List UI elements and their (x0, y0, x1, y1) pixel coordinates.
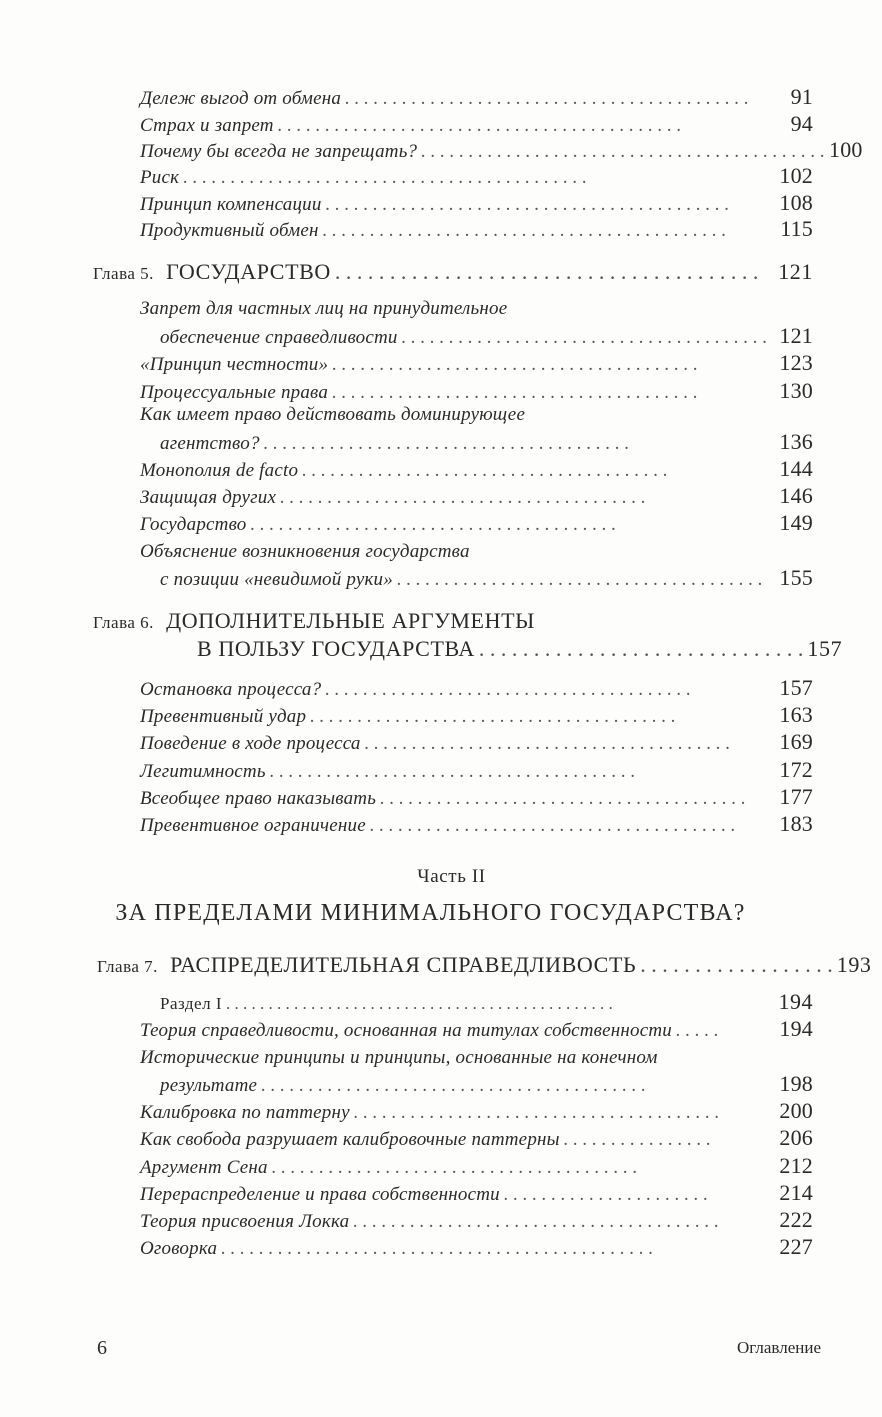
entry-page: 200 (779, 1098, 813, 1123)
toc-entry[interactable] (140, 163, 813, 189)
chapter-title: ГОСУДАРСТВО (166, 259, 331, 284)
toc-entry[interactable] (140, 1207, 813, 1233)
entry-title: Поведение в ходе процесса (140, 733, 361, 754)
leader-dots: . . . . . . . . . . . . . . . . . . . . . . . . . . . . . . . . . . . . . . . (401, 327, 768, 348)
leader-dots: . . . . . . . . . . . . . . . . . . . . . . . . . . . . . . . . . . . . . . . (353, 1211, 720, 1232)
page-number: 6 (97, 1337, 107, 1359)
toc-entry[interactable] (140, 190, 813, 216)
chapter-title-line1: ДОПОЛНИТЕЛЬНЫЕ АРГУМЕНТЫ (166, 608, 535, 633)
entry-title: Перераспределение и права собственности (140, 1184, 500, 1205)
entry-title: Как свобода разрушает калибровочные паттерны (140, 1129, 560, 1150)
toc-entry[interactable] (140, 1234, 813, 1260)
toc-entry[interactable] (140, 702, 813, 728)
leader-dots: . . . . . . . . . . . . . . . . . . . . . . . . . . . . . . . . . . . . . . . (263, 433, 630, 454)
leader-dots: . . . . . . . . . . . . . . . . . . . . . . . . . . . . . . . . . . . . . . . (334, 259, 759, 284)
entry-title: Теория присвоения Локка (140, 1211, 350, 1232)
leader-dots: . . . . . . . . . . . . . . . . . . . . . . . . . . . . . . . . . . . . . . . (325, 679, 692, 700)
entry-title: Защищая других (140, 487, 277, 508)
entry-title: Государство (140, 514, 247, 535)
entry-page: 144 (779, 456, 813, 481)
leader-dots: . . . . . . . . . . . . . . . . (563, 1129, 711, 1150)
entry-title: результате (160, 1075, 258, 1096)
entry-page: 172 (779, 757, 813, 782)
toc-entry[interactable] (140, 1016, 813, 1042)
entry-title: Всеобщее право наказывать (140, 788, 377, 809)
toc-entry[interactable] (140, 675, 813, 701)
toc-chapter-6[interactable] (197, 636, 843, 662)
toc-entry[interactable] (140, 1180, 813, 1206)
leader-dots: . . . . . . . . . . . . . . . . . . . . . . . . . . . . . . (478, 636, 804, 661)
entry-title: Риск (140, 167, 180, 188)
chapter-title: РАСПРЕДЕЛИТЕЛЬНАЯ СПРАВЕДЛИВОСТЬ (170, 952, 637, 977)
entry-title: с позиции «невидимой руки» (160, 569, 393, 590)
leader-dots: . . . . . . . . . . . . . . . . . . . . . . . . . . . . . . . . . . . . . . . (250, 514, 617, 535)
entry-title: Принцип компенсации (140, 194, 322, 215)
entry-page: 146 (779, 483, 813, 508)
leader-dots: . . . . . . . . . . . . . . . . . . . . . . . . . . . . . . . . . . . . . . . . . . . (345, 88, 749, 109)
entry-page: 212 (779, 1153, 813, 1178)
leader-dots: . . . . . . . . . . . . . . . . . . . . . . . . . . . . . . . . . . . . . . . (396, 569, 763, 590)
leader-dots: . . . . . (675, 1020, 719, 1041)
leader-dots: . . . . . . . . . . . . . . . . . . . . . . . . . . . . . . . . . . . . . . . (332, 382, 698, 403)
entry-title: Продуктивный обмен (140, 220, 319, 241)
entry-page: 214 (779, 1180, 813, 1205)
toc-section-1[interactable] (160, 989, 813, 1015)
leader-dots: . . . . . . . . . . . . . . . . . . . . . . . . . . . . . . . . . . . . . . . . . . . (277, 115, 682, 136)
toc-entry[interactable] (140, 1125, 813, 1151)
entry-page: 183 (779, 811, 813, 836)
entry-page: 157 (779, 675, 813, 700)
chapter-title-line2: В ПОЛЬЗУ ГОСУДАРСТВА (197, 636, 475, 661)
toc-entry[interactable] (140, 350, 813, 376)
entry-title: Легитимность (140, 761, 266, 782)
entry-page: 100 (829, 137, 863, 162)
toc-chapter-6-line1 (93, 608, 535, 634)
toc-entry[interactable] (140, 1153, 813, 1179)
toc-entry[interactable] (140, 510, 813, 536)
leader-dots: . . . . . . . . . . . . . . . . . . . . . . . . . . . . . . . . . . . . . . . (310, 706, 676, 727)
toc-chapter-5[interactable] (93, 259, 813, 285)
toc-entry[interactable] (140, 216, 813, 242)
entry-title: Аргумент Сена (140, 1157, 268, 1178)
leader-dots: . . . . . . . . . . . . . . . . . . . . . . . . . . . . . . . . . . . . . . . (369, 815, 736, 836)
leader-dots: . . . . . . . . . . . . . . . . . . . . . . . . . . . . . . . . . . . . . . . . . . . . . . (226, 994, 613, 1013)
entry-title: Страх и запрет (140, 115, 274, 136)
entry-page: 121 (779, 323, 813, 348)
entry-title: Калибровка по паттерну (140, 1102, 350, 1123)
entry-page: 198 (779, 1071, 813, 1096)
entry-title-line1: Объяснение возникновения государства (140, 541, 470, 562)
entry-page: 155 (779, 565, 813, 590)
section-label: Раздел I (160, 994, 222, 1013)
entry-title: Оговорка (140, 1238, 218, 1259)
entry-page: 136 (779, 429, 813, 454)
entry-page: 227 (779, 1234, 813, 1259)
chapter-page: 121 (778, 259, 813, 284)
toc-entry[interactable] (140, 811, 813, 837)
toc-entry[interactable] (140, 757, 813, 783)
entry-title: Монополия de facto (140, 460, 299, 481)
toc-chapter-7[interactable] (97, 952, 872, 978)
toc-entry[interactable] (160, 323, 813, 349)
toc-entry[interactable] (140, 784, 813, 810)
entry-title: Дележ выгод от обмена (140, 88, 342, 109)
toc-entry[interactable] (140, 84, 813, 110)
entry-page: 149 (779, 510, 813, 535)
toc-entry[interactable] (140, 483, 813, 509)
toc-entry[interactable] (140, 111, 813, 137)
leader-dots: . . . . . . . . . . . . . . . . . . . . . . . . . . . . . . . . . . . . . . . (269, 761, 636, 782)
leader-dots: . . . . . . . . . . . . . . . . . . . . . . . . . . . . . . . . . . . . . . . (302, 460, 668, 481)
toc-entry[interactable] (160, 1071, 813, 1097)
entry-page: 91 (790, 84, 813, 109)
entry-title: «Принцип честности» (140, 354, 329, 375)
entry-page: 194 (779, 1016, 813, 1041)
toc-entry[interactable] (160, 565, 813, 591)
entry-title: обеспечение справедливости (160, 327, 398, 348)
entry-title: Превентивный удар (140, 706, 307, 727)
entry-page: 130 (779, 378, 813, 403)
chapter-page: 193 (836, 952, 872, 977)
section-page: 194 (778, 989, 813, 1014)
leader-dots: . . . . . . . . . . . . . . . . . . . . . . (503, 1184, 709, 1205)
entry-title-line1: Запрет для частных лиц на принудительное (140, 298, 508, 319)
leader-dots: . . . . . . . . . . . . . . . . . . . . . . . . . . . . . . . . . . . . . . . . . . . (183, 167, 587, 188)
chapter-label: Глава 5. (93, 264, 154, 283)
chapter-page: 157 (807, 636, 843, 661)
leader-dots: . . . . . . . . . . . . . . . . . . . . . . . . . . . . . . . . . . . . . . . . . . . . . . (221, 1238, 654, 1259)
entry-title: Остановка процесса? (140, 679, 322, 700)
toc-entry[interactable] (140, 729, 813, 755)
toc-entry[interactable] (140, 456, 813, 482)
leader-dots: . . . . . . . . . . . . . . . . . . . . . . . . . . . . . . . . . . . . . . . (353, 1102, 720, 1123)
entry-page: 94 (790, 111, 813, 136)
part-label: Часть II (417, 866, 486, 887)
leader-dots: . . . . . . . . . . . . . . . . . . . . . . . . . . . . . . . . . . . . . . . (280, 487, 646, 508)
entry-page: 102 (779, 163, 813, 188)
leader-dots: . . . . . . . . . . . . . . . . . . . . . . . . . . . . . . . . . . . . . . . . . . . (325, 194, 730, 215)
toc-entry[interactable] (140, 1098, 813, 1124)
running-title: Оглавление (737, 1338, 821, 1357)
leader-dots: . . . . . . . . . . . . . . . . . . (640, 952, 833, 977)
entry-title: Процессуальные права (140, 382, 329, 403)
entry-page: 177 (779, 784, 813, 809)
leader-dots: . . . . . . . . . . . . . . . . . . . . . . . . . . . . . . . . . . . . . . . (271, 1157, 638, 1178)
leader-dots: . . . . . . . . . . . . . . . . . . . . . . . . . . . . . . . . . . . . . . . . . . . (322, 220, 727, 241)
entry-title: Превентивное ограничение (140, 815, 366, 836)
entry-title-line1: Исторические принципы и принципы, основанные на конечном (140, 1047, 658, 1068)
entry-title: Почему бы всегда не запрещать? (140, 141, 418, 162)
leader-dots: . . . . . . . . . . . . . . . . . . . . . . . . . . . . . . . . . . . . . . . . . (261, 1075, 646, 1096)
toc-entry[interactable] (140, 137, 863, 163)
entry-page: 222 (779, 1207, 813, 1232)
part-title: ЗА ПРЕДЕЛАМИ МИНИМАЛЬНОГО ГОСУДАРСТВА? (115, 900, 746, 926)
leader-dots: . . . . . . . . . . . . . . . . . . . . . . . . . . . . . . . . . . . . . . . (332, 354, 698, 375)
entry-page: 163 (779, 702, 813, 727)
toc-entry[interactable] (160, 429, 813, 455)
entry-page: 108 (779, 190, 813, 215)
entry-page: 169 (779, 729, 813, 754)
leader-dots: . . . . . . . . . . . . . . . . . . . . . . . . . . . . . . . . . . . . . . . . . . . (421, 141, 826, 162)
entry-page: 123 (779, 350, 813, 375)
entry-title-line1: Как имеет право действовать доминирующее (140, 404, 526, 425)
entry-page: 206 (779, 1125, 813, 1150)
leader-dots: . . . . . . . . . . . . . . . . . . . . . . . . . . . . . . . . . . . . . . . (364, 733, 731, 754)
chapter-label: Глава 6. (93, 613, 154, 632)
toc-entry[interactable] (140, 378, 813, 404)
chapter-label: Глава 7. (97, 957, 158, 976)
entry-title: агентство? (160, 433, 260, 454)
entry-title: Теория справедливости, основанная на титулах собственности (140, 1020, 672, 1041)
entry-page: 115 (780, 216, 813, 241)
leader-dots: . . . . . . . . . . . . . . . . . . . . . . . . . . . . . . . . . . . . . . . (380, 788, 746, 809)
